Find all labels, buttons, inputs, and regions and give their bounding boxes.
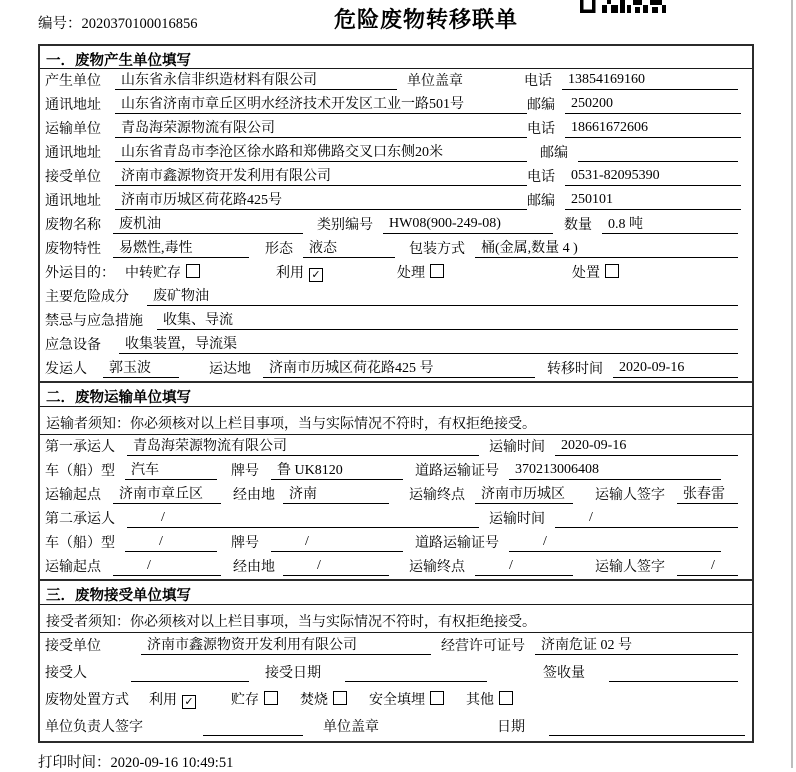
destination-label: 运达地 <box>209 362 251 377</box>
disposal-option-incinerate <box>300 689 347 709</box>
option-label: 焚烧 <box>300 693 328 708</box>
carrier1-time-value: 2020-09-16 <box>555 438 738 456</box>
receiver-address-label: 通讯地址 <box>45 194 101 209</box>
checkbox-icon <box>430 264 444 278</box>
date-label: 日期 <box>497 720 525 735</box>
disposal-method-row <box>40 687 752 714</box>
emergency-measures-row <box>40 309 752 333</box>
section3-title: 三．废物接受单位填写 <box>40 581 752 605</box>
transporter-row <box>40 117 752 141</box>
option-label: 安全填埋 <box>369 693 425 708</box>
signature-row <box>40 714 752 741</box>
manifest-form <box>38 44 754 743</box>
road-license1-label: 道路运输证号 <box>415 464 499 479</box>
serial-label: 编号： <box>38 16 82 32</box>
first-carrier-row <box>40 435 752 459</box>
waste-qty-value: 0.8 吨 <box>602 213 738 234</box>
checkbox-checked-icon: ✓ <box>309 268 323 282</box>
option-label: 处理 <box>397 266 425 281</box>
disposal-option-other <box>466 689 513 709</box>
plate1-label: 牌号 <box>231 464 259 479</box>
route1-start-value: 济南市章丘区 <box>113 483 221 504</box>
route2-start-value: / <box>113 558 221 576</box>
route2-start-label: 运输起点 <box>45 560 101 575</box>
dispatcher-value: 郭玉波 <box>103 357 179 378</box>
responsible-sign-label: 单位负责人签字 <box>45 720 143 735</box>
permit-label: 经营许可证号 <box>441 639 525 654</box>
vehicle2-label: 车（船）型 <box>45 536 115 551</box>
print-time-label: 打印时间： <box>38 755 111 771</box>
receiver-value: 济南市鑫源物资开发利用有限公司 <box>115 165 527 186</box>
carrier2-time-value: / <box>555 510 738 528</box>
waste-code-label: 类别编号 <box>317 218 373 233</box>
option-label: 贮存 <box>231 693 259 708</box>
disposal-option-storage <box>231 689 278 709</box>
producer-phone-label: 电话 <box>524 74 552 89</box>
hazard-value: 废矿物油 <box>147 285 738 306</box>
transfer-time-value: 2020-09-16 <box>613 360 738 378</box>
route1-sign-value: 张春雷 <box>677 483 738 504</box>
route2-end-value: / <box>475 558 573 576</box>
transporter-notice: 运输者须知：你必须核对以上栏目事项，当与实际情况不符时，有权拒绝接受。 <box>40 407 752 435</box>
option-label: 中转贮存 <box>125 266 181 281</box>
sign-amount-label: 签收量 <box>543 666 585 681</box>
section-transport <box>40 381 752 579</box>
transporter-address-value: 山东省青岛市李沧区徐水路和郑佛路交叉口东侧20米 <box>115 141 527 162</box>
waste-name-label: 废物名称 <box>45 218 101 233</box>
route2-end-label: 运输终点 <box>409 560 465 575</box>
route1-via-label: 经由地 <box>233 488 275 503</box>
purpose-option-transfer-storage <box>125 262 200 282</box>
route2-sign-value: / <box>677 558 738 576</box>
section1-title: 一．废物产生单位填写 <box>40 46 752 69</box>
waste-traits-row <box>40 237 752 261</box>
receiver-label: 接受单位 <box>45 170 101 185</box>
page-title: 危险废物转移联单 <box>334 7 519 32</box>
disposal-label: 废物处置方式 <box>45 693 129 708</box>
checkbox-icon <box>186 264 200 278</box>
waste-name-row <box>40 213 752 237</box>
carrier1-label: 第一承运人 <box>45 440 115 455</box>
route1-row <box>40 483 752 507</box>
carrier1-time-label: 运输时间 <box>489 440 545 455</box>
checkbox-icon <box>499 691 513 705</box>
purpose-option-utilize <box>276 262 323 282</box>
section-producer <box>40 46 752 381</box>
section-receive <box>40 579 752 741</box>
seal-label: 单位盖章 <box>407 74 463 89</box>
producer-label: 产生单位 <box>45 74 101 89</box>
outbound-purpose-row <box>40 261 752 285</box>
transporter-label: 运输单位 <box>45 122 101 137</box>
route1-start-label: 运输起点 <box>45 488 101 503</box>
transporter-address-label: 通讯地址 <box>45 146 101 161</box>
receive-unit-label: 接受单位 <box>45 639 101 654</box>
qr-code-fragment-icon <box>580 0 666 13</box>
vehicle1-value: 汽车 <box>125 459 217 480</box>
second-carrier-row <box>40 507 752 531</box>
waste-code-value: HW08(900-249-08) <box>383 216 553 234</box>
road-license2-value: / <box>509 534 721 552</box>
receive-unit-row <box>40 633 752 660</box>
producer-zip-value: 250200 <box>565 96 741 114</box>
acceptor-label: 接受人 <box>45 666 87 681</box>
route1-end-value: 济南市历城区 <box>475 483 573 504</box>
route2-via-label: 经由地 <box>233 560 275 575</box>
accept-date-label: 接受日期 <box>265 666 321 681</box>
purpose-label: 外运目的： <box>45 266 115 281</box>
checkbox-icon <box>264 691 278 705</box>
dispatch-row <box>40 357 752 381</box>
waste-pack-label: 包装方式 <box>409 242 465 257</box>
producer-address-label: 通讯地址 <box>45 98 101 113</box>
receiver-address-row <box>40 189 752 213</box>
purpose-option-treat <box>397 262 444 282</box>
checkbox-icon <box>605 264 619 278</box>
taboo-value: 收集、导流 <box>157 309 738 330</box>
vehicle1-row <box>40 459 752 483</box>
vehicle2-value: / <box>125 534 217 552</box>
producer-address-row <box>40 93 752 117</box>
carrier2-label: 第二承运人 <box>45 512 115 527</box>
disposal-option-utilize <box>149 689 196 709</box>
waste-traits-label: 废物特性 <box>45 242 101 257</box>
route2-via-value: / <box>283 558 389 576</box>
serial-number-line <box>38 12 198 33</box>
acceptor-value <box>131 664 249 682</box>
producer-row <box>40 69 752 93</box>
hazard-label: 主要危险成分 <box>45 290 129 305</box>
transporter-zip-label: 邮编 <box>540 146 568 161</box>
waste-form-value: 液态 <box>303 237 395 258</box>
route1-via-value: 济南 <box>283 483 389 504</box>
receiver-address-value: 济南市历城区荷花路425号 <box>115 189 527 210</box>
waste-name-value: 废机油 <box>113 213 303 234</box>
transfer-time-label: 转移时间 <box>547 362 603 377</box>
checkbox-checked-icon: ✓ <box>182 695 196 709</box>
route1-sign-label: 运输人签字 <box>595 488 665 503</box>
transporter-zip-value <box>578 144 738 162</box>
route1-end-label: 运输终点 <box>409 488 465 503</box>
option-label: 利用 <box>149 693 177 708</box>
date-value <box>549 718 745 736</box>
unit-seal-label: 单位盖章 <box>323 720 379 735</box>
option-label: 处置 <box>572 266 600 281</box>
emergency-equipment-row <box>40 333 752 357</box>
route2-sign-label: 运输人签字 <box>595 560 665 575</box>
waste-qty-label: 数量 <box>564 218 592 233</box>
option-label: 利用 <box>276 266 304 281</box>
transporter-address-row <box>40 141 752 165</box>
receiver-notice: 接受者须知：你必须核对以上栏目事项，当与实际情况不符时，有权拒绝接受。 <box>40 605 752 633</box>
window-right-edge <box>791 0 793 768</box>
dispatcher-label: 发运人 <box>45 362 87 377</box>
disposal-option-landfill <box>369 689 444 709</box>
plate2-label: 牌号 <box>231 536 259 551</box>
carrier1-value: 青岛海荣源物流有限公司 <box>127 435 479 456</box>
road-license1-value: 370213006408 <box>509 462 721 480</box>
print-time-line <box>38 751 233 772</box>
vehicle1-label: 车（船）型 <box>45 464 115 479</box>
plate2-value: / <box>271 534 403 552</box>
carrier2-value: / <box>127 510 479 528</box>
producer-phone-value: 13854169160 <box>562 72 738 90</box>
receiver-phone-value: 0531-82095390 <box>565 168 741 186</box>
equipment-label: 应急设备 <box>45 338 101 353</box>
section2-title: 二．废物运输单位填写 <box>40 383 752 407</box>
checkbox-icon <box>430 691 444 705</box>
vehicle2-row <box>40 531 752 555</box>
receive-unit-value: 济南市鑫源物资开发利用有限公司 <box>141 634 431 655</box>
waste-traits-value: 易燃性,毒性 <box>113 237 249 258</box>
carrier2-time-label: 运输时间 <box>489 512 545 527</box>
receiver-zip-label: 邮编 <box>527 194 555 209</box>
transporter-value: 青岛海荣源物流有限公司 <box>115 117 527 138</box>
permit-value: 济南危证 02 号 <box>535 634 738 655</box>
purpose-option-dispose <box>572 262 619 282</box>
transporter-phone-label: 电话 <box>527 122 555 137</box>
producer-value: 山东省永信非织造材料有限公司 <box>115 69 397 90</box>
serial-value: 2020370100016856 <box>81 16 198 32</box>
waste-pack-value: 桶(金属,数量 4 ) <box>475 237 738 258</box>
receiver-row <box>40 165 752 189</box>
equipment-value: 收集装置，导流渠 <box>119 333 738 354</box>
accept-date-value <box>345 664 487 682</box>
responsible-sign-value <box>203 718 303 736</box>
receiver-zip-value: 250101 <box>565 192 741 210</box>
taboo-label: 禁忌与应急措施 <box>45 314 143 329</box>
sign-amount-value <box>609 664 738 682</box>
print-time-value: 2020-09-16 10:49:51 <box>110 755 234 771</box>
road-license2-label: 道路运输证号 <box>415 536 499 551</box>
checkbox-icon <box>333 691 347 705</box>
destination-value: 济南市历城区荷花路425 号 <box>263 357 535 378</box>
plate1-value: 鲁 UK8120 <box>271 459 403 480</box>
producer-zip-label: 邮编 <box>527 98 555 113</box>
route2-row <box>40 555 752 579</box>
acceptor-row <box>40 660 752 687</box>
transporter-phone-value: 18661672606 <box>565 120 741 138</box>
hazard-components-row <box>40 285 752 309</box>
option-label: 其他 <box>466 693 494 708</box>
receiver-phone-label: 电话 <box>527 170 555 185</box>
producer-address-value: 山东省济南市章丘区明水经济技术开发区工业一路501号 <box>115 93 527 114</box>
waste-form-label: 形态 <box>265 242 293 257</box>
